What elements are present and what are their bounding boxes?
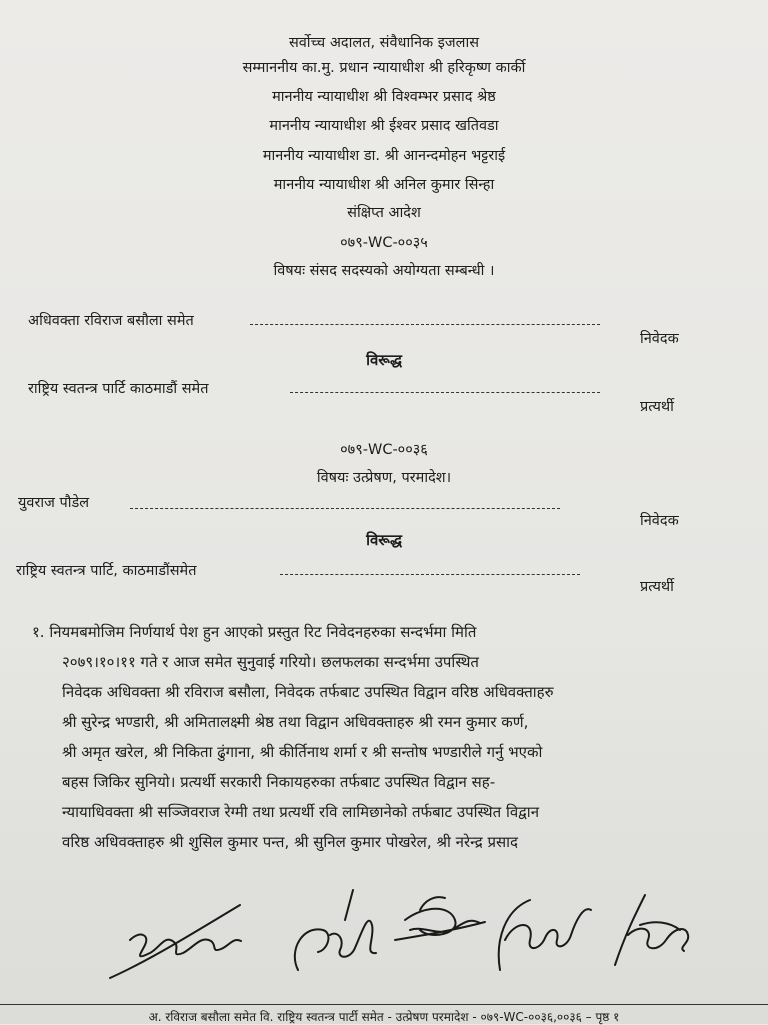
signature-3: [395, 897, 485, 940]
case1-respondent: राष्ट्रिय स्वतन्त्र पार्टि काठमाडौं समेत: [28, 381, 209, 397]
case2-number: ०७९-WC-००३६: [340, 442, 428, 458]
case1-respondent-role: प्रत्यर्थी: [640, 399, 674, 415]
court-name: सर्वोच्च अदालत, संवैधानिक इजलास: [288, 35, 480, 51]
case1-petitioner-dashes: [250, 324, 600, 325]
case2-respondent-role: प्रत्यर्थी: [640, 579, 674, 595]
signature-5: [615, 895, 688, 965]
case2-petitioner-role: निवेदक: [640, 513, 679, 529]
bench-line-1: सम्माननीय का.मु. प्रधान न्यायाधीश श्री हरिकृष्ण कार्की: [242, 60, 526, 76]
paragraph-line: न्यायाधिवक्ता श्री सञ्जिवराज रेग्मी तथा प्रत्यर्थी रवि लामिछानेको तर्फबाट उपस्थित विद्वान: [62, 803, 540, 821]
paragraph-line: बहस जिकिर सुनियो। प्रत्यर्थी सरकारी निकायहरुका तर्फबाट उपस्थित विद्वान सह-: [62, 773, 496, 791]
case1-versus: विरूद्ध: [366, 351, 402, 369]
bench-line-5: माननीय न्यायाधीश श्री अनिल कुमार सिन्हा: [273, 177, 495, 193]
paragraph-line: २०७९।१०।११ गते र आज समेत सुनुवाई गरियो। छलफलका सन्दर्भमा उपस्थित: [62, 653, 479, 671]
case1-petitioner-row: [0, 310, 768, 347]
footer-rule: [0, 1004, 768, 1005]
case1-number: ०७९-WC-००३५: [340, 235, 428, 251]
signature-1: [110, 905, 241, 978]
case1-petitioner: अधिवक्ता रविराज बसौला समेत: [28, 313, 194, 329]
paragraph-line: श्री अमृत खरेल, श्री निकिता ढुंगाना, श्री कीर्तिनाथ शर्मा र श्री सन्तोष भण्डारीले गर्नु भएको: [62, 743, 543, 761]
order-type: संक्षिप्त आदेश: [347, 205, 421, 221]
case2-petitioner-dashes: [130, 508, 560, 509]
case2-versus: विरूद्ध: [366, 531, 402, 549]
signature-4: [499, 900, 591, 970]
paragraph-line: १. नियमबमोजिम निर्णयार्थ पेश हुन आएको प्रस्तुत रिट निवेदनहरुका सन्दर्भमा मिति: [32, 623, 477, 641]
bench-line-3: माननीय न्यायाधीश श्री ईश्वर प्रसाद खतिवडा: [269, 118, 499, 134]
case1-respondent-dashes: [290, 392, 600, 393]
signature-2: [295, 890, 376, 970]
case2-petitioner: युवराज पौडेल: [18, 495, 90, 511]
case1-petitioner-role: निवेदक: [640, 331, 679, 347]
judge-signatures: [0, 880, 768, 990]
case1-respondent-row: [0, 378, 768, 415]
bench-line-4: माननीय न्यायाधीश डा. श्री आनन्दमोहन भट्टराई: [262, 148, 506, 164]
paragraph-line: निवेदक अधिवक्ता श्री रविराज बसौला, निवेदक तर्फबाट उपस्थित विद्वान वरिष्ठ अधिवक्ताहरु: [62, 683, 554, 701]
footer-text: अ. रविराज बसौला समेत वि. राष्ट्रिय स्वतन्त्र पार्टी समेत - उत्प्रेषण परमादेश - ०७९-WC-००३६,००३६ – पृष्ठ १: [148, 1010, 620, 1024]
case2-petitioner-row: [0, 492, 768, 529]
case2-respondent: राष्ट्रिय स्वतन्त्र पार्टि, काठमाडौंसमेत: [16, 563, 197, 579]
paragraph-line: वरिष्ठ अधिवक्ताहरु श्री शुसिल कुमार पन्त, श्री सुनिल कुमार पोखरेल, श्री नरेन्द्र प्रसाद: [62, 833, 518, 851]
paragraph-line: श्री सुरेन्द्र भण्डारी, श्री अमितालक्ष्मी श्रेष्ठ तथा विद्वान अधिवक्ताहरु श्री रमन कुमार कर्ण,: [62, 713, 529, 731]
bench-line-2: माननीय न्यायाधीश श्री विश्वम्भर प्रसाद श्रेष्ठ: [272, 89, 496, 105]
case2-respondent-dashes: [280, 574, 580, 575]
case1-subject: विषयः संसद सदस्यको अयोग्यता सम्बन्धी ।: [273, 263, 495, 279]
case2-respondent-row: [0, 560, 768, 595]
case2-subject: विषयः उत्प्रेषण, परमादेश।: [316, 470, 452, 486]
